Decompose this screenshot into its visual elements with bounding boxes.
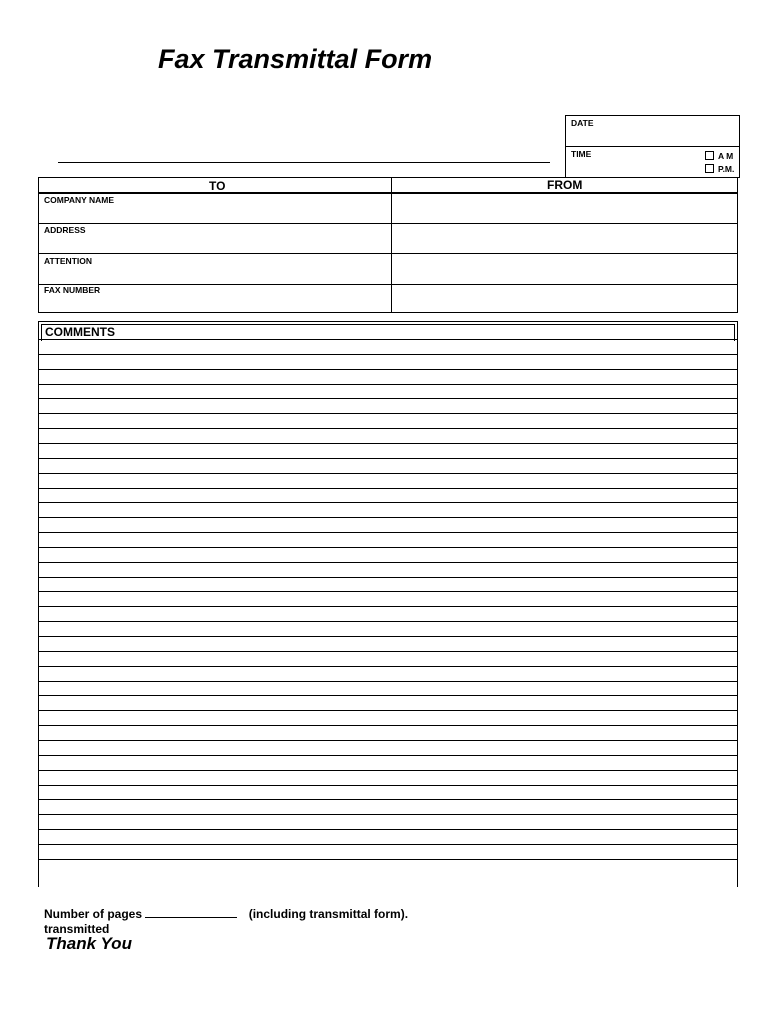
comment-line[interactable] xyxy=(39,591,737,592)
to-address-field[interactable] xyxy=(39,224,391,253)
comment-line[interactable] xyxy=(39,413,737,414)
comment-line[interactable] xyxy=(39,651,737,652)
comment-line[interactable] xyxy=(39,606,737,607)
pm-checkbox[interactable] xyxy=(705,164,714,173)
comment-line[interactable] xyxy=(39,502,737,503)
comment-line[interactable] xyxy=(39,354,737,355)
date-field[interactable] xyxy=(566,128,739,146)
comment-line[interactable] xyxy=(39,799,737,800)
comment-line[interactable] xyxy=(39,755,737,756)
time-field[interactable] xyxy=(566,160,696,176)
am-label: A M xyxy=(718,151,734,161)
from-attention-field[interactable] xyxy=(392,254,737,284)
to-attention-field[interactable] xyxy=(39,254,391,284)
fax-number-label: FAX NUMBER xyxy=(44,285,101,295)
comment-line[interactable] xyxy=(39,725,737,726)
comment-line[interactable] xyxy=(39,829,737,830)
comment-line[interactable] xyxy=(39,695,737,696)
transmitted-label: transmitted xyxy=(44,922,110,936)
company-name-label: COMPANY NAME xyxy=(44,195,115,205)
comment-line[interactable] xyxy=(39,621,737,622)
comments-section[interactable] xyxy=(38,321,738,887)
pages-count-field[interactable] xyxy=(145,907,237,918)
comment-line[interactable] xyxy=(39,532,737,533)
time-label: TIME xyxy=(571,149,592,159)
to-fax-number-field[interactable] xyxy=(39,285,391,312)
thank-you-text: Thank You xyxy=(46,934,132,953)
comment-line[interactable] xyxy=(39,770,737,771)
comment-line[interactable] xyxy=(39,384,737,385)
comment-line[interactable] xyxy=(39,681,737,682)
attention-label: ATTENTION xyxy=(44,256,93,266)
comment-line[interactable] xyxy=(39,428,737,429)
comment-line[interactable] xyxy=(39,636,737,637)
comment-line[interactable] xyxy=(39,710,737,711)
date-label: DATE xyxy=(571,118,594,128)
from-fax-number-field[interactable] xyxy=(392,285,737,312)
pages-label: Number of pages xyxy=(44,907,143,921)
comments-label: COMMENTS xyxy=(45,325,115,339)
comment-line[interactable] xyxy=(39,740,737,741)
comment-line[interactable] xyxy=(39,577,737,578)
form-title: Fax Transmittal Form xyxy=(158,44,433,74)
comment-line[interactable] xyxy=(39,517,737,518)
comment-line[interactable] xyxy=(39,369,737,370)
pm-label: P.M. xyxy=(718,164,735,174)
from-company-name-field[interactable] xyxy=(392,194,737,223)
to-header: TO xyxy=(209,179,226,193)
comment-line[interactable] xyxy=(39,859,737,860)
date-time-box xyxy=(565,115,740,178)
comment-line[interactable] xyxy=(39,844,737,845)
comment-line[interactable] xyxy=(39,562,737,563)
comment-line[interactable] xyxy=(39,547,737,548)
comment-line[interactable] xyxy=(39,666,737,667)
pages-suffix: (including transmittal form). xyxy=(248,907,409,921)
pages-line xyxy=(44,907,408,921)
to-from-table xyxy=(38,177,738,313)
comment-line[interactable] xyxy=(39,339,737,340)
comment-line[interactable] xyxy=(39,398,737,399)
comment-line[interactable] xyxy=(39,443,737,444)
from-header: FROM xyxy=(547,178,583,192)
comment-line[interactable] xyxy=(39,488,737,489)
from-address-field[interactable] xyxy=(392,224,737,253)
comment-line[interactable] xyxy=(39,814,737,815)
to-company-name-field[interactable] xyxy=(39,194,391,223)
comment-line[interactable] xyxy=(39,785,737,786)
am-checkbox[interactable] xyxy=(705,151,714,160)
comment-line[interactable] xyxy=(39,458,737,459)
address-label: ADDRESS xyxy=(44,225,86,235)
sender-name-line[interactable] xyxy=(58,162,550,163)
comment-line[interactable] xyxy=(39,473,737,474)
date-time-divider xyxy=(566,146,739,147)
